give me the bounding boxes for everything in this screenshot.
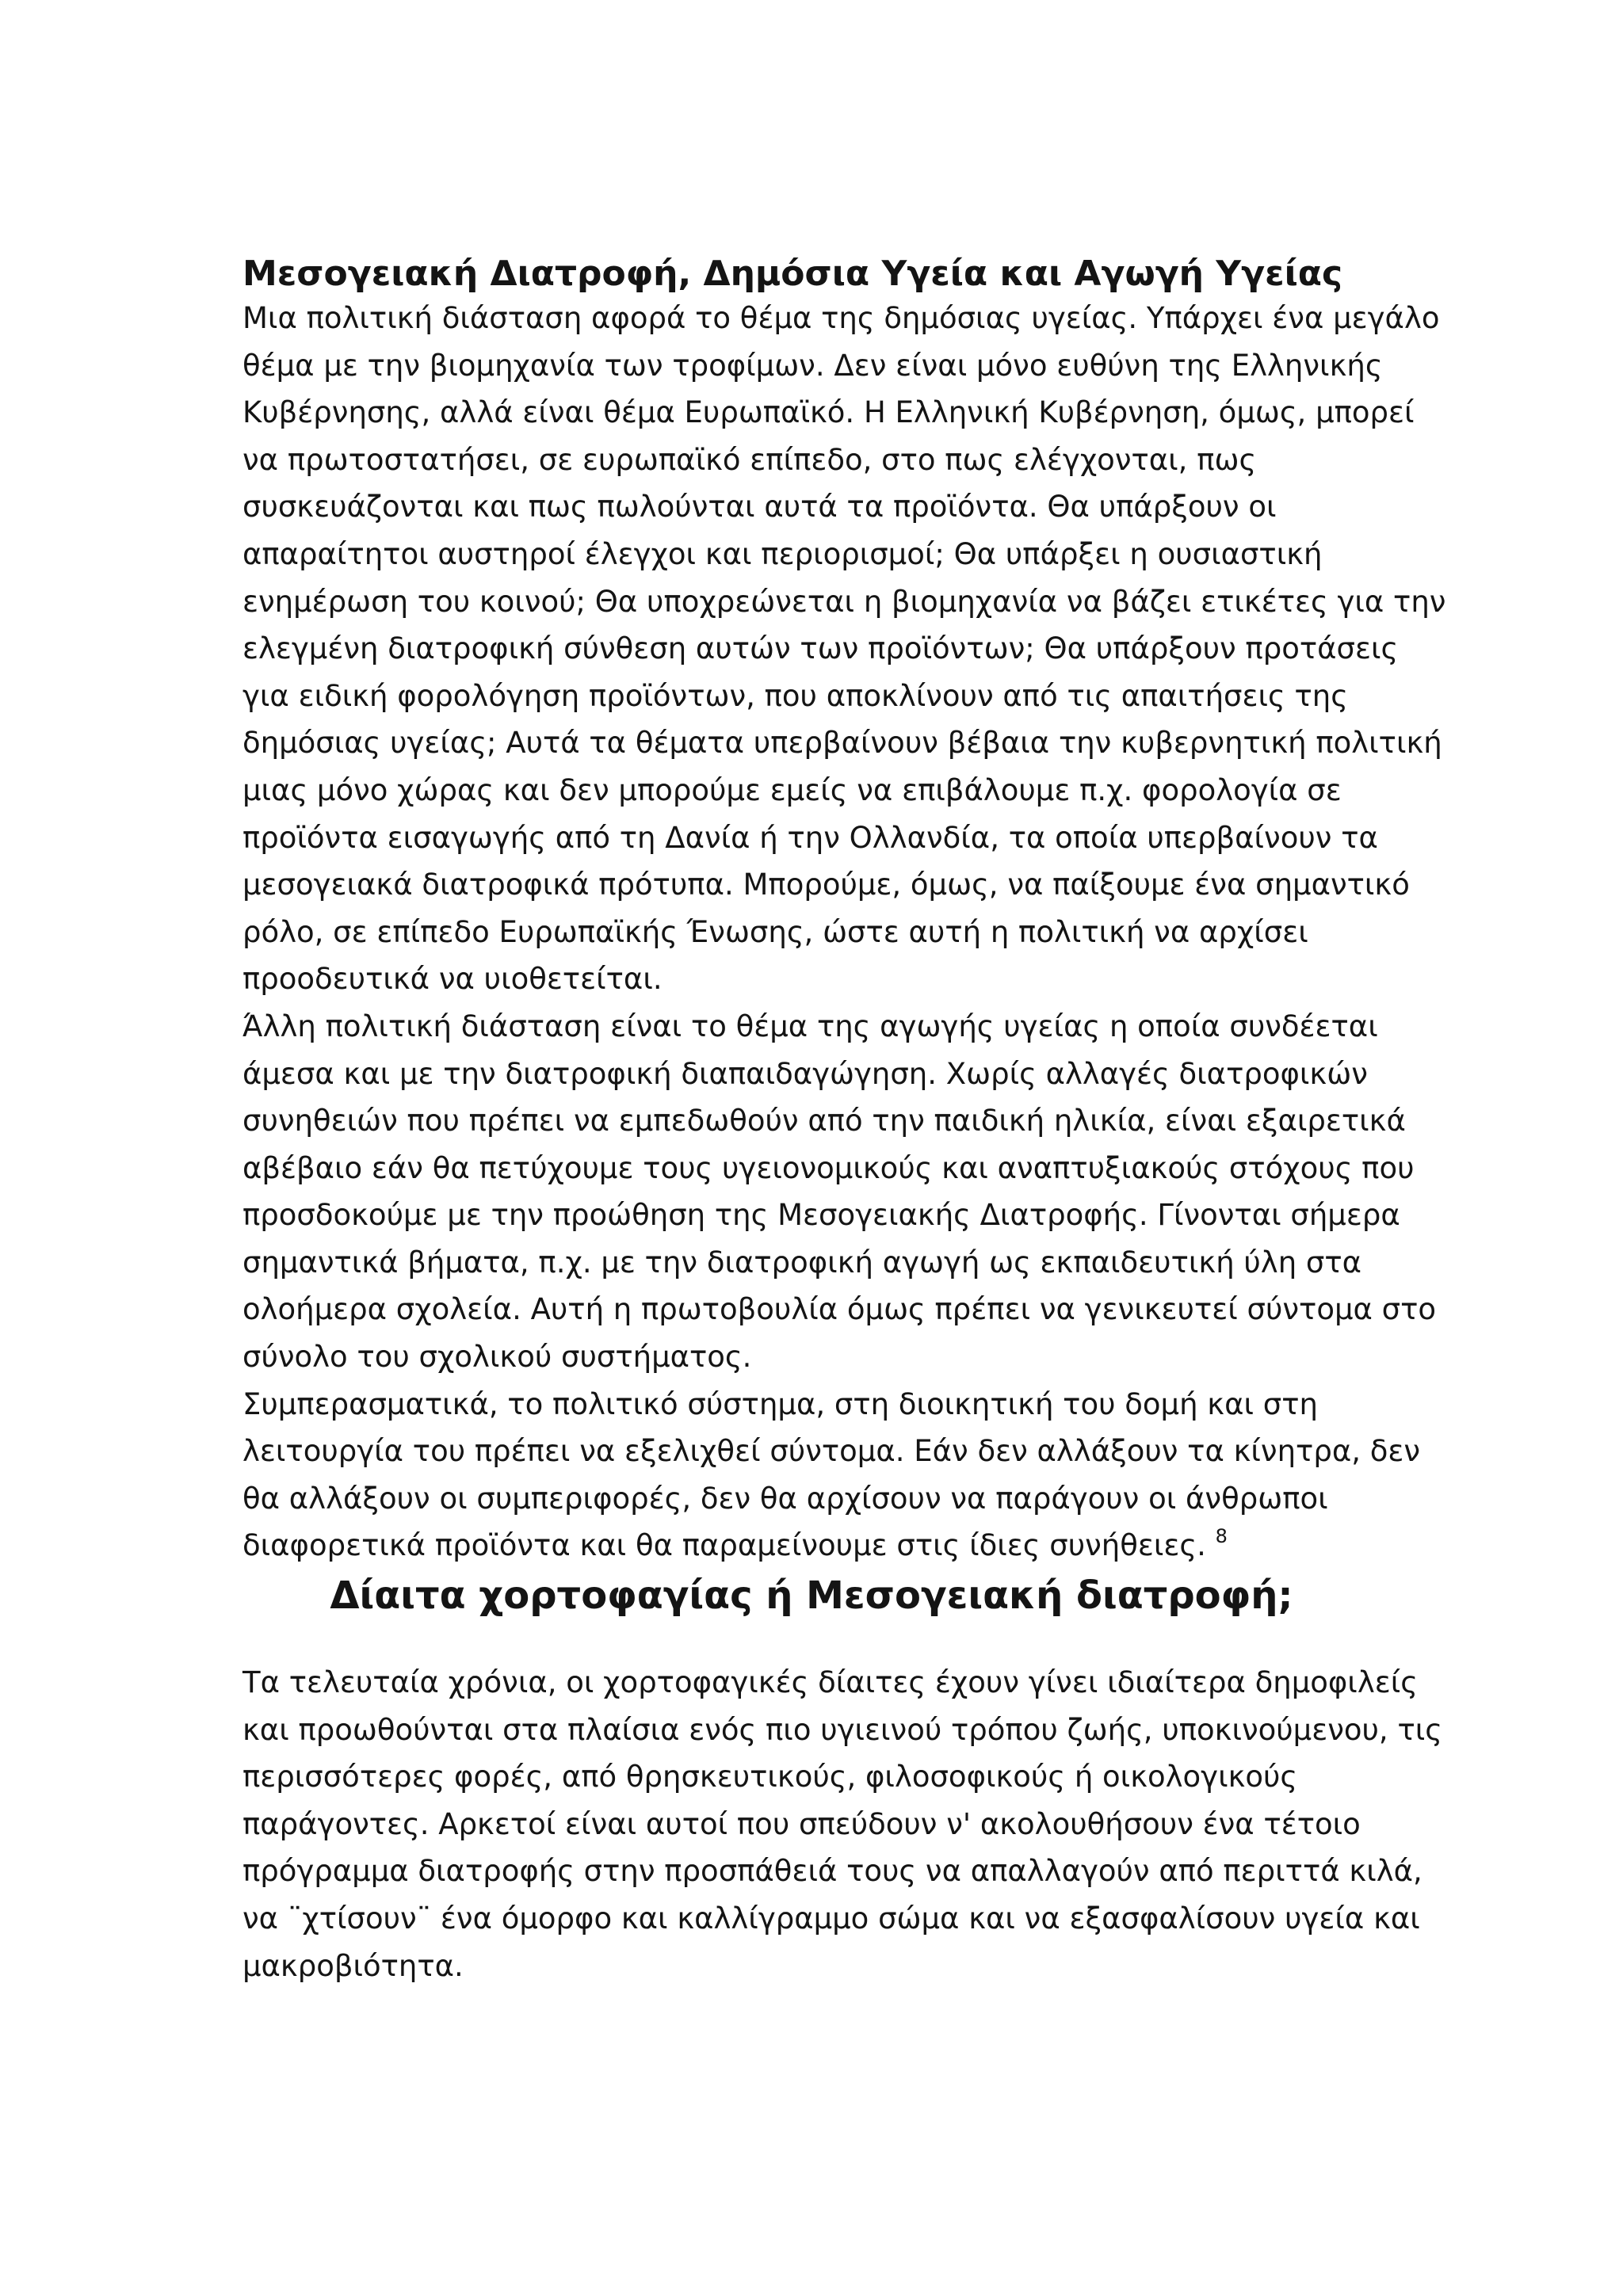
paragraph-line: Μια πολιτική διάσταση αφορά το θέμα της δημόσιας υγείας. Υπάρχει ένα μεγάλο [242,301,1440,335]
paragraph-line: Τα τελευταία χρόνια, οι χορτοφαγικές δίαιτες έχουν γίνει ιδιαίτερα δημοφιλείς [242,1665,1418,1699]
paragraph-line: θέμα με την βιομηχανία των τροφίμων. Δεν είναι μόνο ευθύνη της Ελληνικής [242,348,1383,383]
paragraph-line: και προωθούνται στα πλαίσια ενός πιο υγιεινού τρόπου ζωής, υποκινούμενου, τις [242,1712,1442,1747]
paragraph-line: προσδοκούμε με την προώθηση της Μεσογειακής Διατροφής. Γίνονται σήμερα [242,1198,1400,1233]
paragraph-line: προϊόντα εισαγωγής από τη Δανία ή την Ολλανδία, τα οποία υπερβαίνουν τα [242,820,1378,855]
paragraph-line: μεσογειακά διατροφικά πρότυπα. Μπορούμε, όμως, να παίξουμε ένα σημαντικό [242,868,1410,902]
paragraph-line: λειτουργία του πρέπει να εξελιχθεί σύντομα. Εάν δεν αλλάξουν τα κίνητρα, δεν [242,1434,1421,1469]
section-heading: Μεσογειακή Διατροφή, Δημόσια Υγεία και Αγωγή Υγείας [242,254,1343,294]
section-heading: Δίαιτα χορτοφαγίας ή Μεσογειακή διατροφή; [330,1573,1293,1618]
paragraph-line: άμεσα και με την διατροφική διαπαιδαγώγηση. Χωρίς αλλαγές διατροφικών [242,1056,1368,1091]
paragraph-line: ολοήμερα σχολεία. Αυτή η πρωτοβουλία όμως πρέπει να γενικευτεί σύντομα στο [242,1292,1437,1327]
section2-body [242,1659,1442,1989]
paragraph-line: μακροβιότητα. [242,1948,464,1983]
paragraph-line: απαραίτητοι αυστηροί έλεγχοι και περιορισμοί; Θα υπάρξει η ουσιαστική [242,536,1323,571]
paragraph-line: πρόγραμμα διατροφής στην προσπάθειά τους να απαλλαγούν από περιττά κιλά, [242,1854,1423,1889]
paragraph-line: Συμπερασματικά, το πολιτικό σύστημα, στη διοικητική του δομή και στη [242,1386,1318,1421]
paragraph-line: ενημέρωση του κοινού; Θα υποχρεώνεται η βιομηχανία να βάζει ετικέτες για την [242,584,1446,619]
paragraph-line: μιας μόνο χώρας και δεν μπορούμε εμείς να επιβάλουμε π.χ. φορολογία σε [242,772,1342,807]
paragraph-line: προοδευτικά να υιοθετείται. [242,962,663,997]
paragraph-line: συνηθειών που πρέπει να εμπεδωθούν από την παιδική ηλικία, είναι εξαιρετικά [242,1104,1406,1138]
paragraph-line: θα αλλάξουν οι συμπεριφορές, δεν θα αρχίσουν να παράγουν οι άνθρωποι [242,1481,1328,1516]
section1-body [242,295,1446,1569]
paragraph-line: ελεγμένη διατροφική σύνθεση αυτών των προϊόντων; Θα υπάρξουν προτάσεις [242,631,1399,666]
paragraph-line: να ¨χτίσουν¨ ένα όμορφο και καλλίγραμμο σώμα και να εξασφαλίσουν υγεία και [242,1901,1420,1936]
paragraph-line: συσκευάζονται και πως πωλούνται αυτά τα προϊόντα. Θα υπάρξουν οι [242,490,1277,524]
footnote-marker[interactable]: 8 [1215,1525,1228,1548]
paragraph-line: δημόσιας υγείας; Αυτά τα θέματα υπερβαίνουν βέβαια την κυβερνητική πολιτική [242,726,1442,761]
paragraph-line: να πρωτοστατήσει, σε ευρωπαϊκό επίπεδο, στο πως ελέγχονται, πως [242,442,1257,477]
paragraph-line: ρόλο, σε επίπεδο Ευρωπαϊκής Ένωσης, ώστε αυτή η πολιτική να αρχίσει [242,914,1308,949]
paragraph-line [242,1522,1392,1569]
paragraph-line: Κυβέρνησης, αλλά είναι θέμα Ευρωπαϊκό. Η Ελληνική Κυβέρνηση, όμως, μπορεί [242,395,1415,430]
paragraph-line: περισσότερες φορές, από θρησκευτικούς, φιλοσοφικούς ή οικολογικούς [242,1760,1298,1794]
paragraph-line: Άλλη πολιτική διάσταση είναι το θέμα της αγωγής υγείας η οποία συνδέεται [242,1009,1378,1043]
paragraph-line: για ειδική φορολόγηση προϊόντων, που αποκλίνουν από τις απαιτήσεις της [242,678,1348,713]
paragraph-line: αβέβαιο εάν θα πετύχουμε τους υγειονομικούς και αναπτυξιακούς στόχους που [242,1150,1415,1185]
paragraph-line-text: διαφορετικά προϊόντα και θα παραμείνουμε στις ίδιες συνήθειες. [242,1528,1216,1563]
paragraph-line: σημαντικά βήματα, π.χ. με την διατροφική αγωγή ως εκπαιδευτική ύλη στα [242,1245,1362,1280]
paragraph-line: παράγοντες. Αρκετοί είναι αυτοί που σπεύδουν ν' ακολουθήσουν ένα τέτοιο [242,1806,1361,1841]
paragraph-line: σύνολο του σχολικού συστήματος. [242,1340,752,1375]
